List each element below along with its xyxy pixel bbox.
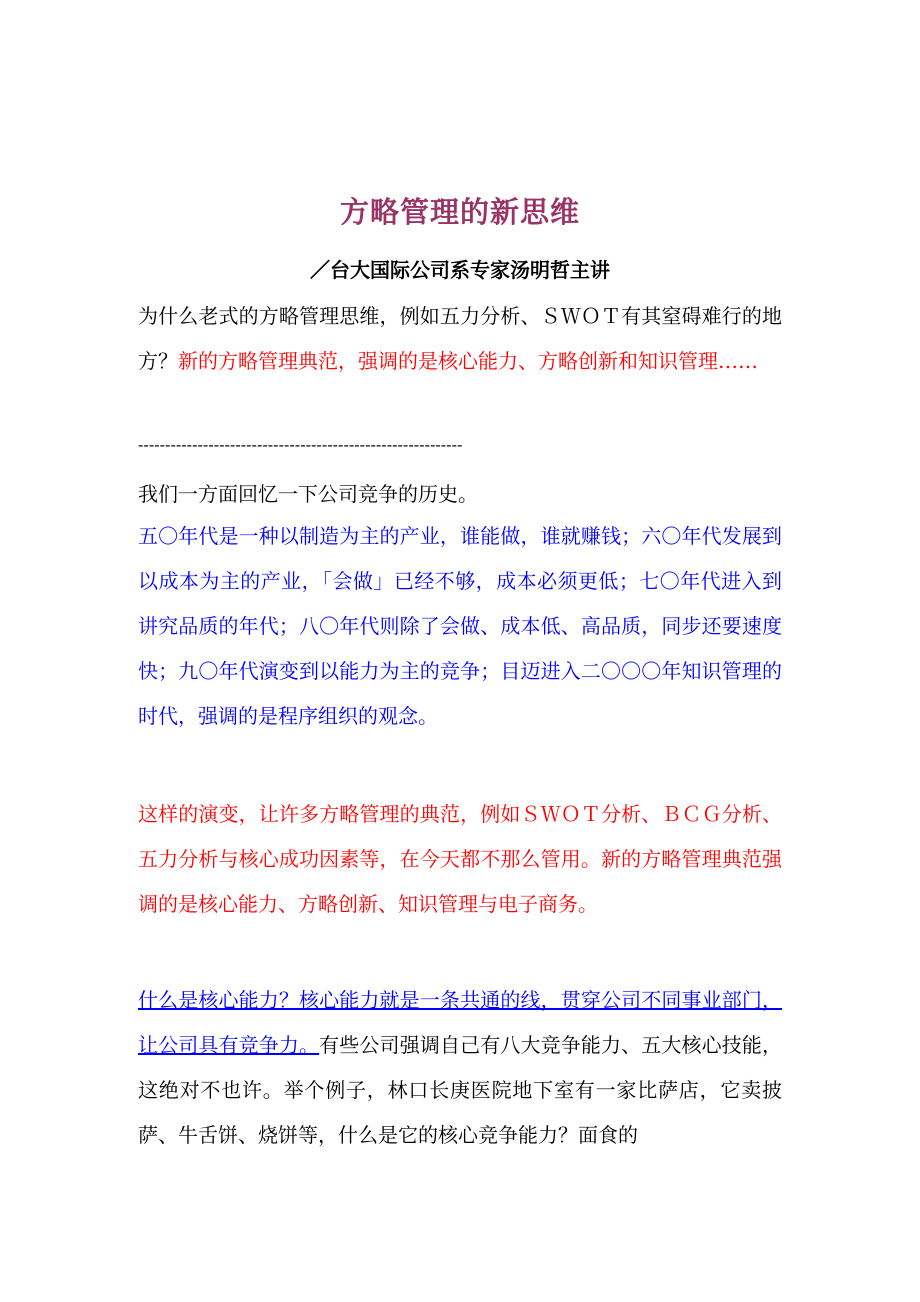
history-intro-paragraph: 我们一方面回忆一下公司竞争的历史。: [138, 482, 478, 506]
core-competence-link[interactable]: 什么是核心能力？核心能力就是一条共通的线，贯穿公司不同事业部门，让公司具有竞争力。: [138, 988, 782, 1057]
document-subtitle: ／台大国际公司系专家汤明哲主讲: [310, 258, 610, 282]
history-paragraph: 五〇年代是一种以制造为主的产业，谁能做，谁就赚钱；六〇年代发展到以成本为主的产业，「会做」已经不够，成本必须更低；七〇年代进入到讲究品质的年代；八〇年代则除了会做、成本低、高品质，同步还要速度快；九〇年代演变到以能力为主的竞争；目迈进入二〇〇〇年知识管理的时代，强调的是程序组织的观念。: [138, 524, 782, 728]
evolution-paragraph: 这样的演变，让许多方略管理的典范，例如ＳＷＯＴ分析、ＢＣＧ分析、五力分析与核心成功因素等，在今天都不那么管用。新的方略管理典范强调的是核心能力、方略创新、知识管理与电子商务。: [138, 802, 782, 916]
document-title: 方略管理的新思维: [339, 195, 580, 229]
dashed-divider: ------------------------------------------------------------: [138, 435, 463, 454]
core-competence-text: 有些公司强调自己有八大竞争能力、五大核心技能，这绝对不也许。举个例子，林口长庚医院地下室有一家比萨店，它卖披萨、牛舌饼、烧饼等，什么是它的核心竞争能力？面食的: [138, 1033, 783, 1147]
intro-question-text: 为什么老式的方略管理思维，例如五力分析、ＳＷＯＴ有其窒碍难行的地方？: [138, 304, 782, 373]
intro-highlight-text: 新的方略管理典范，强调的是核心能力、方略创新和知识管理……: [178, 349, 758, 373]
intro-paragraph: [138, 294, 782, 384]
core-competence-paragraph: [138, 978, 782, 1158]
